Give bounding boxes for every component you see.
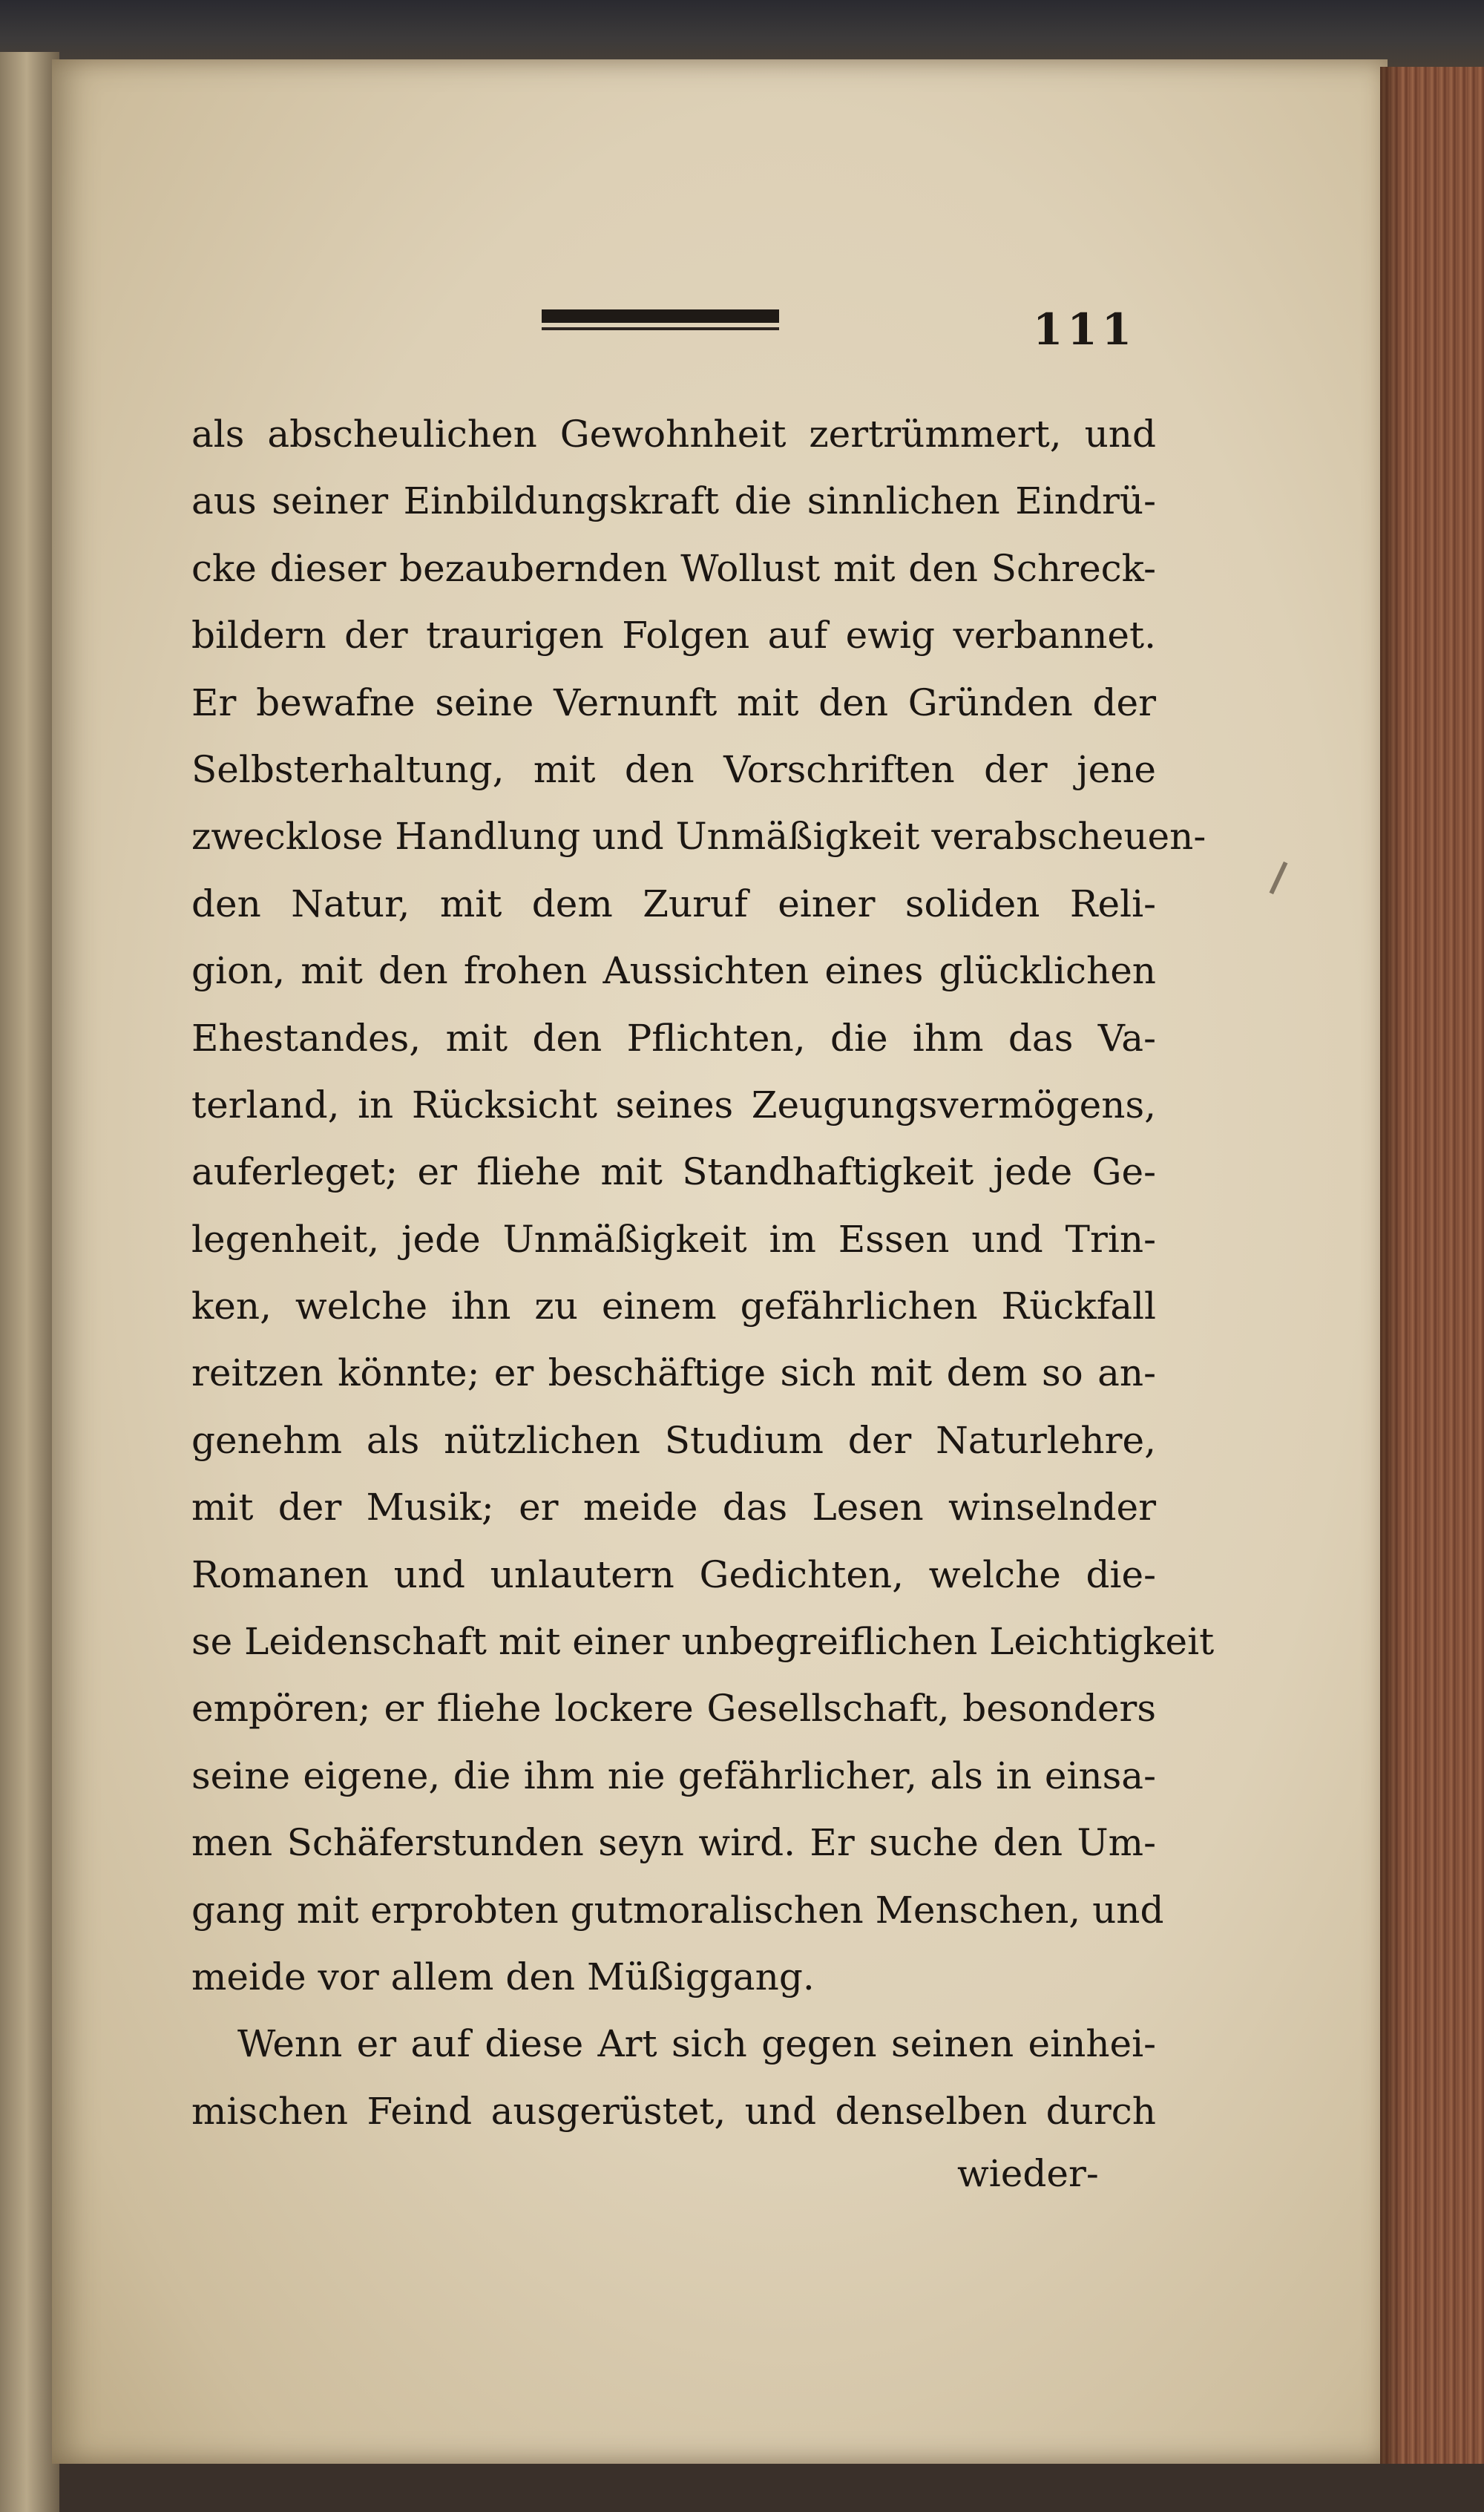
text-line: mischen Feind ausgerüstet, und denselben durch <box>191 2089 1156 2133</box>
text-line: meide vor allem den Müßiggang. <box>191 1955 815 1998</box>
text-line: gion, mit den frohen Aussichten eines glücklichen <box>191 949 1156 993</box>
text-line: aus seiner Einbildungskraft die sinnlichen Eindrü- <box>191 479 1156 523</box>
text-line: mit der Musik; er meide das Lesen winselnder <box>191 1486 1156 1529</box>
text-line: Selbsterhaltung, mit den Vorschriften der jene <box>191 747 1156 791</box>
text-line: Romanen und unlautern Gedichten, welche die- <box>191 1552 1156 1596</box>
text-line: terland, in Rücksicht seines Zeugungsvermögens, <box>191 1083 1156 1127</box>
fore-edge-shadow <box>1380 67 1402 2464</box>
facing-page-edge <box>0 52 59 2512</box>
text-line: gang mit erprobten gutmoralischen Menschen, und <box>191 1888 1164 1932</box>
text-line: legenheit, jede Unmäßigkeit im Essen und Trin- <box>191 1217 1156 1261</box>
text-line: auferleget; er fliehe mit Standhaftigkeit jede Ge- <box>191 1150 1156 1194</box>
text-line: cke dieser bezaubernden Wollust mit den Schreck- <box>191 546 1156 590</box>
text-line: empören; er fliehe lockere Gesellschaft, besonders <box>191 1687 1156 1731</box>
catchword: wieder- <box>957 2152 1099 2195</box>
text-line: seine eigene, die ihm nie gefährlicher, als in einsa- <box>191 1754 1156 1797</box>
text-line: se Leidenschaft mit einer unbegreiflichen Leichtigkeit <box>191 1620 1215 1664</box>
text-line: Wenn er auf diese Art sich gegen seinen einhei- <box>237 2022 1156 2066</box>
text-line: genehm als nützlichen Studium der Naturlehre, <box>191 1418 1156 1462</box>
body-text <box>191 401 1215 2145</box>
text-line: reitzen könnte; er beschäftige sich mit dem so an- <box>191 1351 1156 1395</box>
header-rule-thick <box>542 309 779 323</box>
text-line: Ehestandes, mit den Pflichten, die ihm das Va- <box>191 1016 1156 1060</box>
text-line: Er bewafne seine Vernunft mit den Gründen der <box>191 681 1156 724</box>
header-rule-thin <box>542 327 779 330</box>
text-line: bildern der traurigen Folgen auf ewig verbannet. <box>191 614 1156 657</box>
header-ornament-rule <box>542 309 779 333</box>
text-line: zwecklose Handlung und Unmäßigkeit verabscheuen- <box>191 815 1206 859</box>
text-line: den Natur, mit dem Zuruf einer soliden Reli- <box>191 882 1156 925</box>
text-line: men Schäferstunden seyn wird. Er suche den Um- <box>191 1821 1156 1865</box>
page-number: 111 <box>1033 304 1137 355</box>
text-line: ken, welche ihn zu einem gefährlichen Rückfall <box>191 1285 1156 1328</box>
text-line: als abscheulichen Gewohnheit zertrümmert, und <box>191 413 1156 456</box>
